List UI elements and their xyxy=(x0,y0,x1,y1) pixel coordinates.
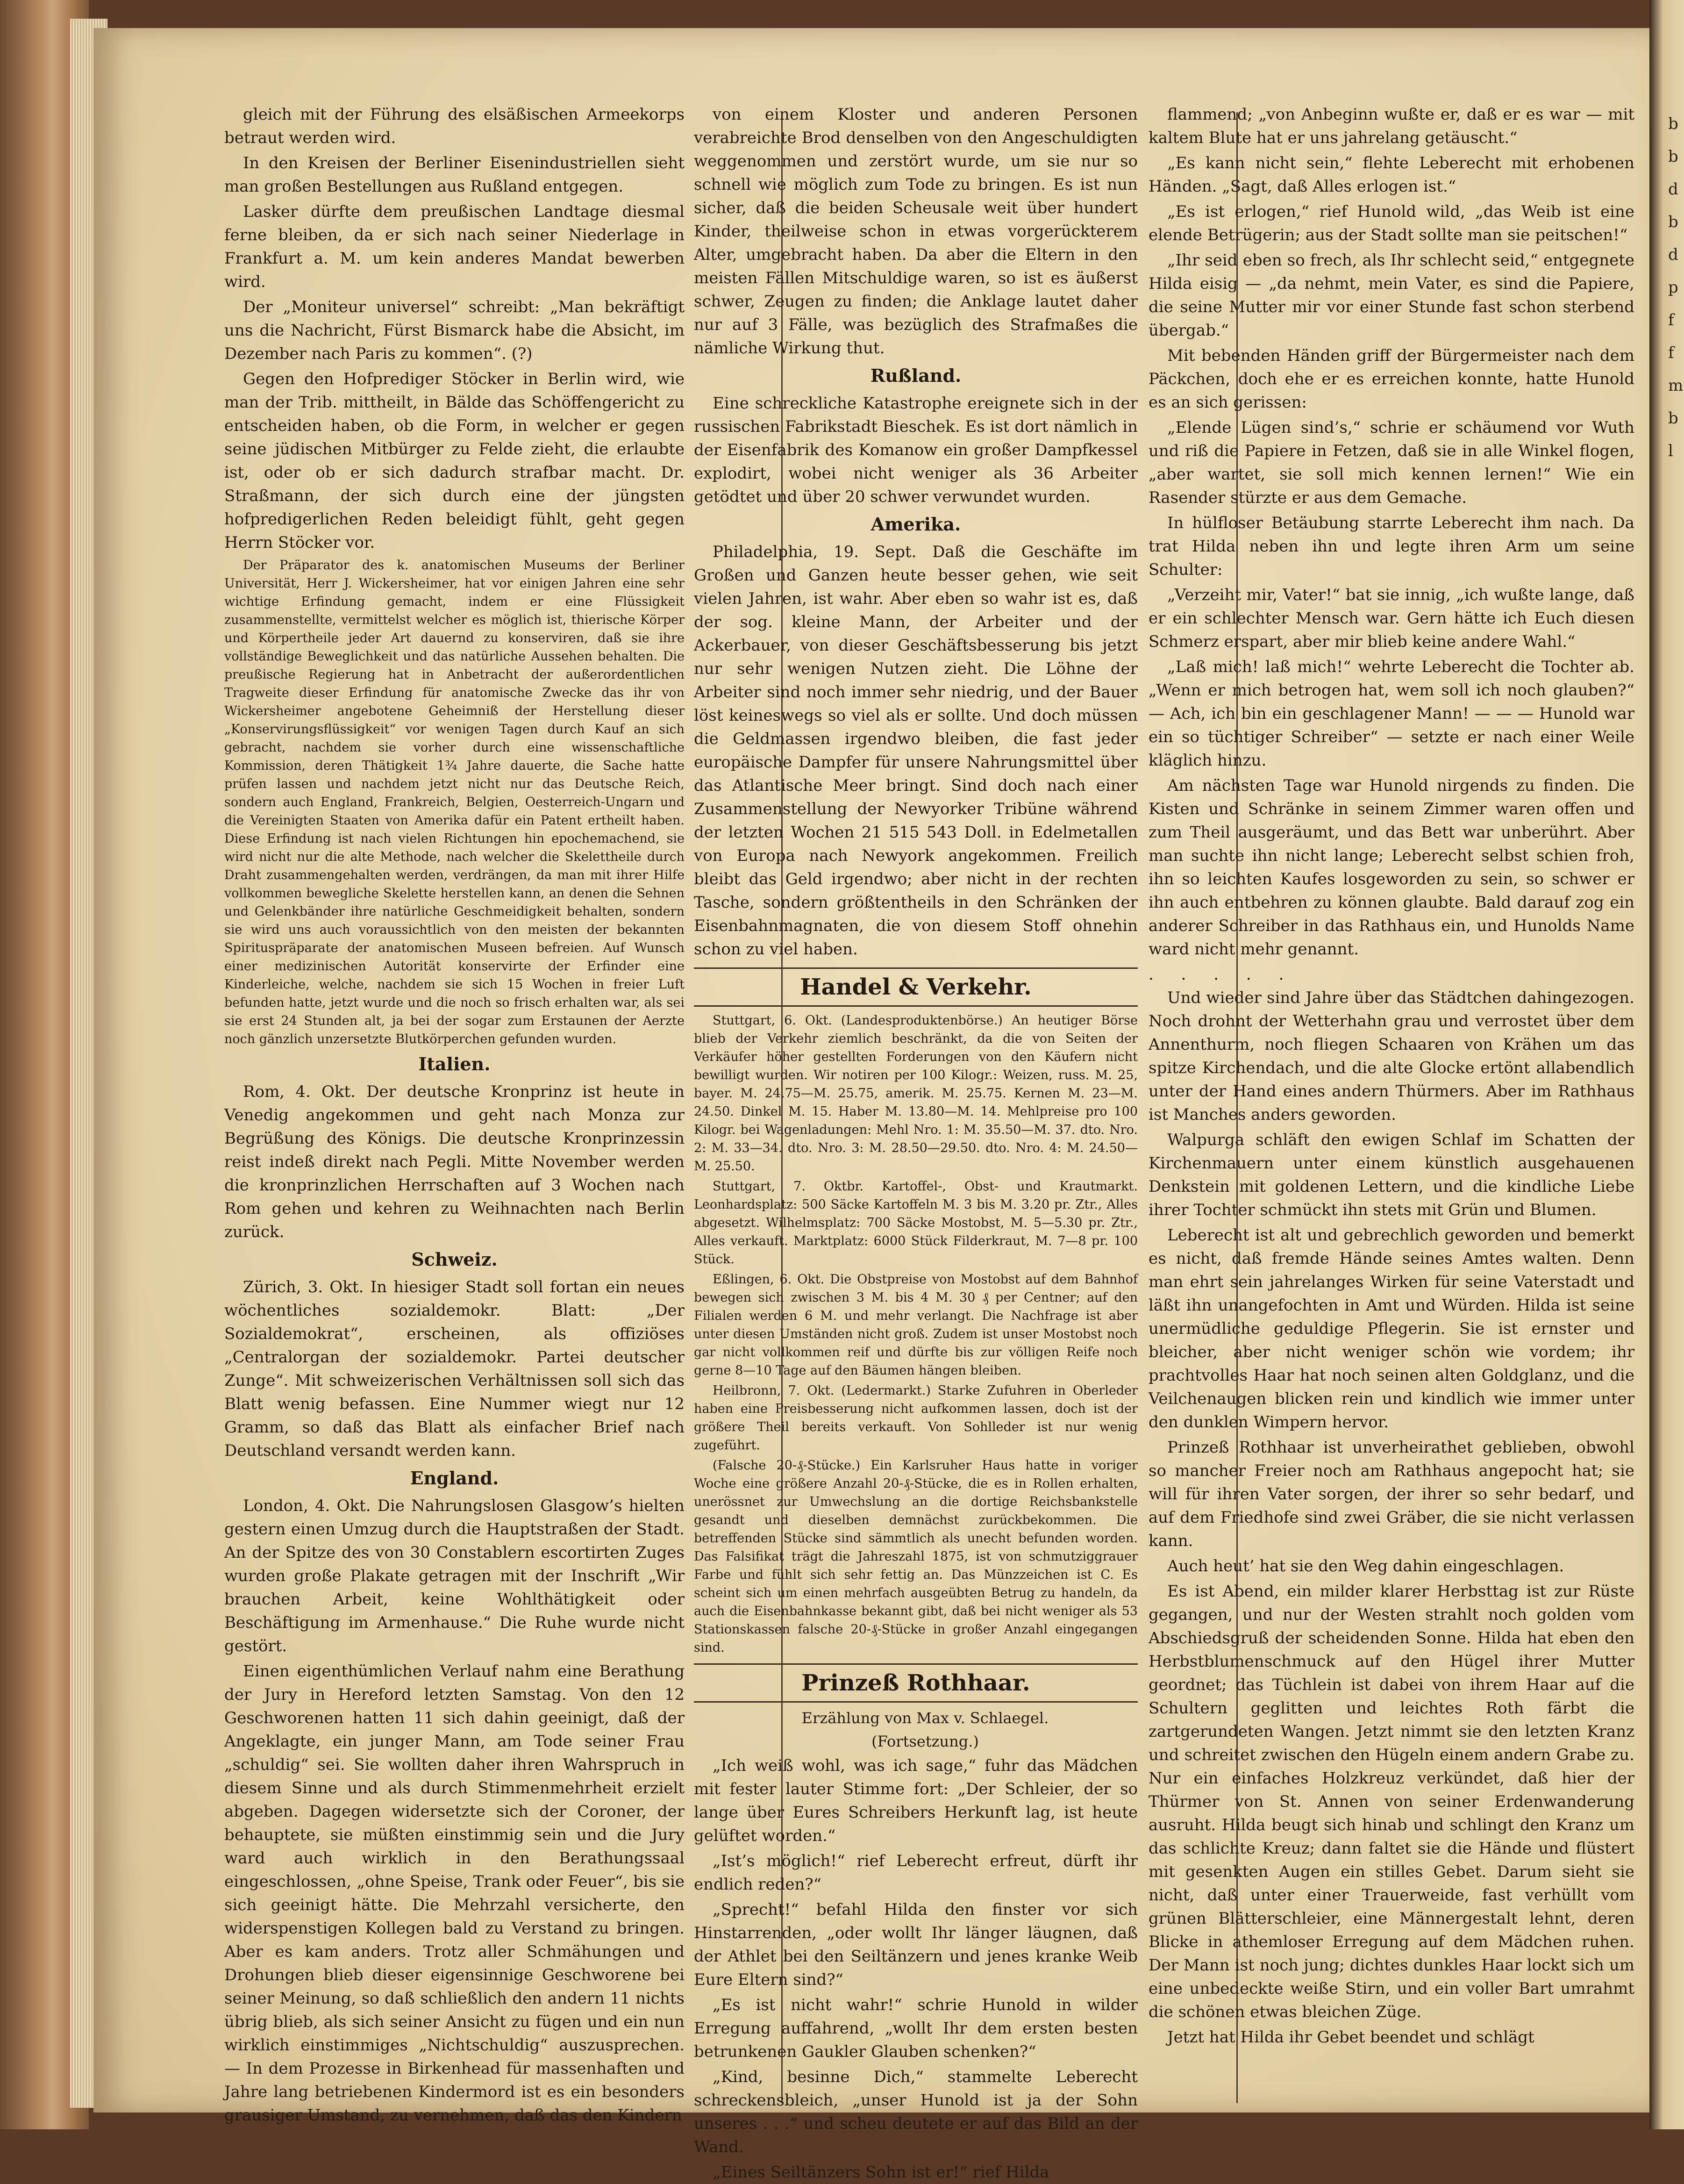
paragraph: „Es ist erlogen,“ rief Hunold wild, „das Weib ist eine elende Betrügerin; aus der Stadt sollte man sie peitschen!“ xyxy=(1149,202,1634,244)
section-heading-schweiz: Schweiz. xyxy=(411,1249,498,1270)
paragraph: Eine schreckliche Katastrophe ereignete sich in der russischen Fabrikstadt Bieschek. Es ist dort nämlich in der Eisenfabrik des Komanow ein großer Dampfkessel explodirt, wobei nicht weniger als 36 Arbeiter getödtet und über 20 schwer verwundet wurden. xyxy=(694,394,1138,506)
paragraph: „Ich weiß wohl, was ich sage,“ fuhr das Mädchen mit fester lauter Stimme fort: „Der Schleier, der so lange über Eures Schreibers Herkunft lag, ist heute gelüftet worden.“ xyxy=(694,1756,1138,1845)
paragraph: „Elende Lügen sind’s,“ schrie er schäumend vor Wuth und riß die Papiere in Fetzen, daß sie in alle Winkel flogen, „aber wartet, sie soll mich kennen lernen!“ Wie ein Rasender stürzte er aus dem Gemache. xyxy=(1149,418,1634,507)
paragraph: „Laß mich! laß mich!“ wehrte Leberecht die Tochter ab. „Wenn er mich betrogen hat, wem soll ich noch glauben?“ — Ach, ich bin ein geschlagener Mann! — — — Hunold war ein so tüchtiger Schreiber“ — setzte er nach einer Weile kläglich hinzu. xyxy=(1149,658,1634,770)
paragraph: Gegen den Hofprediger Stöcker in Berlin wird, wie man der Trib. mittheilt, in Bälde das Schöffengericht zu entscheiden haben, ob die Form, in welcher er gegen seine jüdischen Mitbürger zu Felde zieht, die erlaubte ist, oder ob er sich dadurch strafbar macht. Dr. Straßmann, der sich durch eine der jüngsten hofpredigerlichen Reden beleidigt fühlt, geht gegen Herrn Stöcker vor. xyxy=(224,370,685,552)
section-heading-russland: Rußland. xyxy=(870,365,962,386)
market-report: (Falsche 20-₰-Stücke.) Ein Karlsruher Haus hatte in voriger Woche eine größere Anzahl 20-₰-Stücke, die es in Rollen erhalten, unerössnet zur Umwechslung an die dortige Reichsbankstelle gesandt und dieselben demnächst zurückbekommen. Die betreffenden Stücke sind sämmtlich als unecht befunden worden. Das Falsifikat trägt die Jahreszahl 1875, ist von schmutziggrauer Farbe und fühlt sich sehr fettig an. Das Münzzeichen ist C. Es scheint sich um einen mehrfach ausgeübten Betrug zu handeln, da auch die Eisenbahnkasse bekannt gibt, daß bei nicht weniger als 53 Stationskassen falsche 20-₰-Stücke in großer Anzahl eingegangen sind. xyxy=(694,1458,1138,1655)
section-heading-italien: Italien. xyxy=(418,1053,491,1074)
story-continuation: (Fortsetzung.) xyxy=(871,1733,979,1750)
market-report: Eßlingen, 6. Okt. Die Obstpreise von Mostobst auf dem Bahnhof bewegen sich zwischen 3 M. bis 4 M. 30 ₰ per Centner; auf den Filialen werden 6 M. und mehr verlangt. Die Nachfrage ist aber unter diesen Umständen nicht groß. Zudem ist unser Mostobst noch gar nicht vollkommen reif und dürfte bis zur völligen Reife noch gerne 8—10 Tage auf den Bäumen hängen bleiben. xyxy=(694,1272,1138,1378)
paragraph: Einen eigenthümlichen Verlauf nahm eine Berathung der Jury in Hereford letzten Samstag. Von den 12 Geschworenen hatten 11 sich dahin geeinigt, daß der Angeklagte, ein junger Mann, am Tode seiner Frau „schuldig“ sei. Sie wollten daher ihren Wahrspruch in diesem Sinne und als durch Stimmenmehrheit erzielt abgeben. Dagegen widersetzte sich der Coroner, der behauptete, sie müßten einstimmig sein und die Jury ward auch wirklich in den Berathungssaal eingeschlossen, „ohne Speise, Trank oder Feuer“, bis sie sich geeinigt hätte. Die Mehrzahl versicherte, den widerspenstigen Kollegen bald zu Verstand zu bringen. Aber es kam anders. Trotz aller Schmähungen und Drohungen blieb dieser eigensinnige Geschworene bei seiner Meinung, so daß schließlich den andern 11 nichts übrig blieb, als sich seiner Ansicht zu fügen und ein nun wirklich einstimmiges „Nichtschuldig“ auszusprechen. — In dem Prozesse in Birkenhead für massenhaften und Jahre lang betriebenen Kindermord ist es ein besonders grausiger Umstand, zu vernehmen, daß das den Kindern xyxy=(224,1662,685,2125)
column-1 xyxy=(224,103,685,2125)
paragraph: „Verzeiht mir, Vater!“ bat sie innig, „ich wußte lange, daß er ein schlechter Mensch war. Gern hätte ich Euch diesen Schmerz erspart, aber mir blieb keine andere Wahl.“ xyxy=(1149,586,1634,651)
paragraph: London, 4. Okt. Die Nahrungslosen Glasgow’s hielten gestern einen Umzug durch die Hauptstraßen der Stadt. An der Spitze des von 30 Constablern escortirten Zuges wurden große Plakate getragen mit der Inschrift „Wir brauchen Arbeit, keine Wohlthätigkeit oder Beschäftigung im Armenhause.“ Die Ruhe wurde nicht gestört. xyxy=(224,1497,685,1655)
edge-letter: m xyxy=(1668,376,1684,395)
paragraph: Und wieder sind Jahre über das Städtchen dahingezogen. Noch drohnt der Wetterhahn grau und verrostet über dem Annenthurm, noch fliegen Schaaren von Krähen um das spitze Kirchendach, und die alte Glocke ertönt allabendlich unter der Hand eines andern Thürmers. Aber im Rathhaus ist Manches anders geworden. xyxy=(1149,988,1634,1124)
story-title: Prinzeß Rothhaar. xyxy=(694,1663,1138,1703)
paragraph: Philadelphia, 19. Sept. Daß die Geschäfte im Großen und Ganzen heute besser gehen, wie seit vielen Jahren, ist wahr. Aber eben so wahr ist es, daß der sog. kleine Mann, der Arbeiter und der Ackerbauer, von dieser Geschäftsbesserung bis jetzt nur sehr wenigen Nutzen zieht. Die Löhne der Arbeiter sind noch immer sehr niedrig, und der Bauer löst keineswegs so viel als er sollte. Und doch müssen die Geldmassen irgendwo bleiben, die fast jeder europäische Dampfer für unsere Nahrungsmittel über das Atlantische Meer bringt. Sind doch nach einer Zusammenstellung der Newyorker Tribüne während der letzten Wochen 21 515 543 Doll. in Edelmetallen von Europa nach Newyork angekommen. Freilich bleibt das Geld irgendwo; aber nicht in der rechten Tasche, sondern größtentheils in den Schränken der Eisenbahnmagnaten, die von diesem Stoff ohnehin schon zu viel haben. xyxy=(694,543,1138,959)
newspaper-page xyxy=(93,28,1649,2182)
edge-letter: f xyxy=(1668,311,1674,329)
paragraph: „Es ist nicht wahr!“ schrie Hunold in wilder Erregung auffahrend, „wollt Ihr dem ersten besten betrunkenen Gaukler Glauben schenken?“ xyxy=(694,1996,1138,2061)
paragraph: Lasker dürfte dem preußischen Landtage diesmal ferne bleiben, da er sich nach seiner Niederlage in Frankfurt a. M. um kein anderes Mandat bewerben wird. xyxy=(224,202,685,291)
story-author: Erzählung von Max v. Schlaegel. xyxy=(801,1709,1049,1727)
paragraph: Rom, 4. Okt. Der deutsche Kronprinz ist heute in Venedig angekommen und geht nach Monza zur Begrüßung des Königs. Die deutsche Kronprinzessin reist indeß direkt nach Pegli. Mitte November werden die kronprinzlichen Herrschaften auf 3 Wochen nach Rom gehen und kehren zu Weihnachten nach Berlin zurück. xyxy=(224,1082,685,1241)
column-2 xyxy=(694,103,1138,2182)
paragraph: In den Kreisen der Berliner Eisenindustriellen sieht man großen Bestellungen aus Rußland entgegen. xyxy=(224,154,685,196)
paragraph: Leberecht ist alt und gebrechlich geworden und bemerkt es nicht, daß fremde Hände seines Amtes walten. Denn man ehrt sein jahrelanges Wirken für seine Vaterstadt und läßt ihn unangefochten in Amt und Würden. Hilda ist seine unermüdliche geduldige Pflegerin. Sie ist ernster und bleicher, aber nicht weniger schön wie vordem; ihr prachtvolles Haar hat noch seinen alten Goldglanz, und die Veilchenaugen blicken rein und kindlich wie immer unter den dunklen Wimpern hervor. xyxy=(1149,1226,1634,1432)
section-heading-amerika: Amerika. xyxy=(871,514,961,535)
edge-letter: p xyxy=(1668,278,1678,297)
paragraph-small: Der Präparator des k. anatomischen Museums der Berliner Universität, Herr J. Wickersheimer, hat vor einigen Jahren eine sehr wichtige Erfindung gemacht, indem er eine Flüssigkeit zusammenstellte, vermittelst welcher es möglich ist, thierische Körper und Körpertheile jeder Art dauernd zu konserviren, daß sie ihre vollständige Beweglichkeit und das natürliche Aussehen behalten. Die preußische Regierung hat in Anbetracht der außerordentlichen Tragweite dieser Erfindung für anatomische Zwecke das ihr von Wickersheimer angebotene Geheimniß der Herstellung dieser „Konservirungsflüssigkeit“ vor wenigen Tagen durch Kauf an sich gebracht, nachdem sie vorher durch eine wissenschaftliche Kommission, deren Thätigkeit 1¾ Jahre dauerte, die Sache hatte prüfen lassen und nachdem jetzt nicht nur das Deutsche Reich, sondern auch England, Frankreich, Belgien, Oesterreich-Ungarn und die Vereinigten Staaten von Amerika dafür ein Patent ertheilt haben. Diese Erfindung ist nach vielen Richtungen hin epochemachend, sie wird nicht nur die alte Methode, nach welcher die Skelettheile durch Draht zusammengehalten werden, verdrängen, da man mit ihrer Hilfe vollkommen bewegliche Skelette herstellen kann, an denen die Sehnen und Gelenkbänder ihre natürliche Geschmeidigkeit behalten, sondern sie wird uns auch voraussichtlich von den meisten der bekannten Spirituspräparate der anatomischen Museen befreien. Auf Wunsch einer medizinischen Autorität konservirte der Erfinder eine Kinderleiche, welche, nachdem sie sich 15 Wochen in freier Luft befunden hatte, jetzt wurde und die noch so frisch erhalten war, als sei sie erst 24 Stunden alt, ja bei der sogar zum Erstaunen der Aerzte noch gänzlich unzersetzte Blutkörperchen gefunden wurden. xyxy=(224,558,685,1046)
paragraph: „Sprecht!“ befahl Hilda den finster vor sich Hinstarrenden, „oder wollt Ihr länger läugnen, daß der Athlet bei den Seiltänzern und jenes kranke Weib Eure Eltern sind?“ xyxy=(694,1900,1138,1989)
edge-letter: f xyxy=(1668,344,1674,362)
market-report: Heilbronn, 7. Okt. (Ledermarkt.) Starke Zufuhren in Oberleder haben eine Preisbesserung nicht aufkommen lassen, doch ist der größere Theil bereits verkauft. Von Sohlleder ist nur wenig zugeführt. xyxy=(694,1383,1138,1453)
edge-letter: b xyxy=(1668,409,1678,428)
section-break-dots: . . . . . xyxy=(1149,965,1295,984)
paragraph: Es ist Abend, ein milder klarer Herbsttag ist zur Rüste gegangen, und nur der Westen strahlt noch golden vom Abschiedsgruß der scheidenden Sonne. Hilda hat eben den Herbstblumenschmuck auf den Hügel ihrer Mutter geordnet; das Tüchlein ist dabei von ihrem Haar auf die Schultern geglitten und leichtes Roth färbt die zartgerundeten Wangen. Jetzt nimmt sie den letzten Kranz und schreitet zwischen den Hügeln einem andern Grabe zu. Nur ein einfaches Holzkreuz verkündet, daß hier der Thürmer von St. Annen von seiner Erdenwanderung ausruht. Hilda beugt sich hinab und schlingt den Kranz um das schlichte Kreuz; dann faltet sie die Hände und flüstert mit gesenkten Augen ein stilles Gebet. Darum sieht sie nicht, daß unter einer Trauerweide, fast verhüllt vom grünen Blätterschleier, eine Männergestalt lehnt, deren Blicke in athemloser Erregung auf dem Mädchen ruhen. Der Mann ist noch jung; dichtes dunkles Haar lockt sich um eine unbedeckte weiße Stirn, und ein voller Bart umrahmt die schönen etwas bleichen Züge. xyxy=(1149,1582,1634,2021)
edge-letter: b xyxy=(1668,213,1678,231)
paragraph: Zürich, 3. Okt. In hiesiger Stadt soll fortan ein neues wöchentliches sozialdemokr. Blatt: „Der Sozialdemokrat“, erscheinen, als offiziöses „Centralorgan der sozialdemokr. Partei deutscher Zunge“. Mit schweizerischen Verhältnissen soll sich das Blatt wenig befassen. Eine Nummer wiegt nur 12 Gramm, so daß das Blatt als einfacher Brief nach Deutschland versandt werden kann. xyxy=(224,1278,685,1460)
section-heading-handel: Handel & Verkehr. xyxy=(694,967,1138,1007)
paragraph: von einem Kloster und anderen Personen verabreichte Brod denselben von den Angeschuldigten weggenommen und zerstört wurde, um sie nur so schnell wie möglich zum Tode zu bringen. Es ist nun sicher, daß die beiden Scheusale weit über hundert Kinder, theilweise schon in etwas vorgerückterem Alter, umgebracht haben. Da aber die Eltern in den meisten Fällen Mitschuldige waren, so ist es äußerst schwer, Zeugen zu finden; die Anklage lautet daher nur auf 3 Fälle, was bezüglich des Strafmaßes die nämliche Wirkung thut. xyxy=(694,105,1138,358)
paragraph: „Eines Seiltänzers Sohn ist er!“ rief Hilda xyxy=(713,2163,1049,2182)
market-report: Stuttgart, 7. Oktbr. Kartoffel-, Obst- und Krautmarkt. Leonhardsplatz: 500 Säcke Kartoffeln M. 3 bis M. 3.20 pr. Ztr., Alles abgesetzt. Wilhelmsplatz: 700 Säcke Mostobst, M. 5—5.30 pr. Ztr., Alles verkauft. Marktplatz: 6000 Stück Filderkraut, M. 7—8 pr. 100 Stück. xyxy=(694,1179,1138,1267)
paragraph: gleich mit der Führung des elsäßischen Armeekorps betraut werden wird. xyxy=(224,105,685,147)
paragraph: „Kind, besinne Dich,“ stammelte Leberecht schreckensbleich, „unser Hunold ist ja der Sohn unseres . . .“ und scheu deutete er auf das Bild an der Wand. xyxy=(694,2068,1138,2156)
edge-letter: l xyxy=(1668,442,1673,460)
paragraph: „Ist’s möglich!“ rief Leberecht erfreut, dürft ihr endlich reden?“ xyxy=(694,1852,1138,1894)
paragraph: In hülfloser Betäubung starrte Leberecht ihm nach. Da trat Hilda neben ihn und legte ihren Arm um seine Schulter: xyxy=(1149,514,1634,579)
paragraph: Auch heut’ hat sie den Weg dahin eingeschlagen. xyxy=(1167,1557,1564,1575)
paragraph: Am nächsten Tage war Hunold nirgends zu finden. Die Kisten und Schränke in seinem Zimmer waren offen und zum Theil ausgeräumt, und das Bett war unberührt. Aber man suchte ihn nicht lange; Leberecht selbst schien froh, ihn so leichten Kaufes losgeworden zu sein, so schwer er ihn auch entbehren zu können glaubte. Bald darauf zog ein anderer Schreiber in das Rathhaus ein, und Hunolds Name ward nicht mehr genannt. xyxy=(1149,776,1634,959)
paragraph: Jetzt hat Hilda ihr Gebet beendet und schlägt xyxy=(1167,2028,1534,2047)
paragraph: „Es kann nicht sein,“ flehte Leberecht mit erhobenen Händen. „Sagt, daß Alles erlogen ist.“ xyxy=(1149,154,1634,196)
next-page-edge xyxy=(1649,0,1684,2129)
paragraph: Der „Moniteur universel“ schreibt: „Man bekräftigt uns die Nachricht, Fürst Bismarck habe die Absicht, im Dezember nach Paris zu kommen“. (?) xyxy=(224,298,685,363)
edge-letter: b xyxy=(1668,115,1678,133)
paragraph: „Ihr seid eben so frech, als Ihr schlecht seid,“ entgegnete Hilda eisig — „da nehmt, mein Vater, es sind die Papiere, die seine Mutter mir vor einer Stunde fast schon sterbend übergab.“ xyxy=(1149,251,1634,340)
paragraph: Walpurga schläft den ewigen Schlaf im Schatten der Kirchenmauern unter einem künstlich ausgehauenen Denkstein mit goldenen Lettern, und die kindliche Liebe ihrer Tochter schmückt ihn stets mit Grün und Blumen. xyxy=(1149,1131,1634,1219)
paragraph: Prinzeß Rothhaar ist unverheirathet geblieben, obwohl so mancher Freier noch am Rathhaus angepocht hat; sie will für ihren Vater sorgen, der ihrer so sehr bedarf, und auf dem Friedhofe sind zwei Gräber, die sie nicht verlassen kann. xyxy=(1149,1438,1634,1550)
column-3 xyxy=(1149,103,1634,2103)
market-report: Stuttgart, 6. Okt. (Landesproduktenbörse.) An heutiger Börse blieb der Verkehr ziemlich beschränkt, da die von Seiten der Verkäufer höher gestellten Forderungen von den Käufern nicht bewilligt wurden. Wir notiren per 100 Kilogr.: Weizen, russ. M. 25, bayer. M. 24.75—M. 25.75, amerik. M. 25.75. Kernen M. 23—M. 24.50. Dinkel M. 15. Haber M. 13.80—M. 14. Mehlpreise pro 100 Kilogr. bei Wagenladungen: Mehl Nro. 1: M. 35.50—M. 37. dto. Nro. 2: M. 33—34. dto. Nro. 3: M. 28.50—29.50. dto. Nro. 4: M. 24.50—M. 25.50. xyxy=(694,1013,1138,1174)
edge-letter: d xyxy=(1668,180,1678,199)
paragraph: Mit bebenden Händen griff der Bürgermeister nach dem Päckchen, doch ehe er es erreichen konnte, hatte Hunold es an sich gerissen: xyxy=(1149,346,1634,412)
edge-letter: b xyxy=(1668,147,1678,166)
edge-letter: d xyxy=(1668,245,1678,264)
section-heading-england: England. xyxy=(410,1468,499,1489)
next-page-letters xyxy=(1668,107,1682,467)
paragraph: flammend; „von Anbeginn wußte er, daß er es war — mit kaltem Blute hat er uns jahrelang getäuscht.“ xyxy=(1149,105,1634,147)
